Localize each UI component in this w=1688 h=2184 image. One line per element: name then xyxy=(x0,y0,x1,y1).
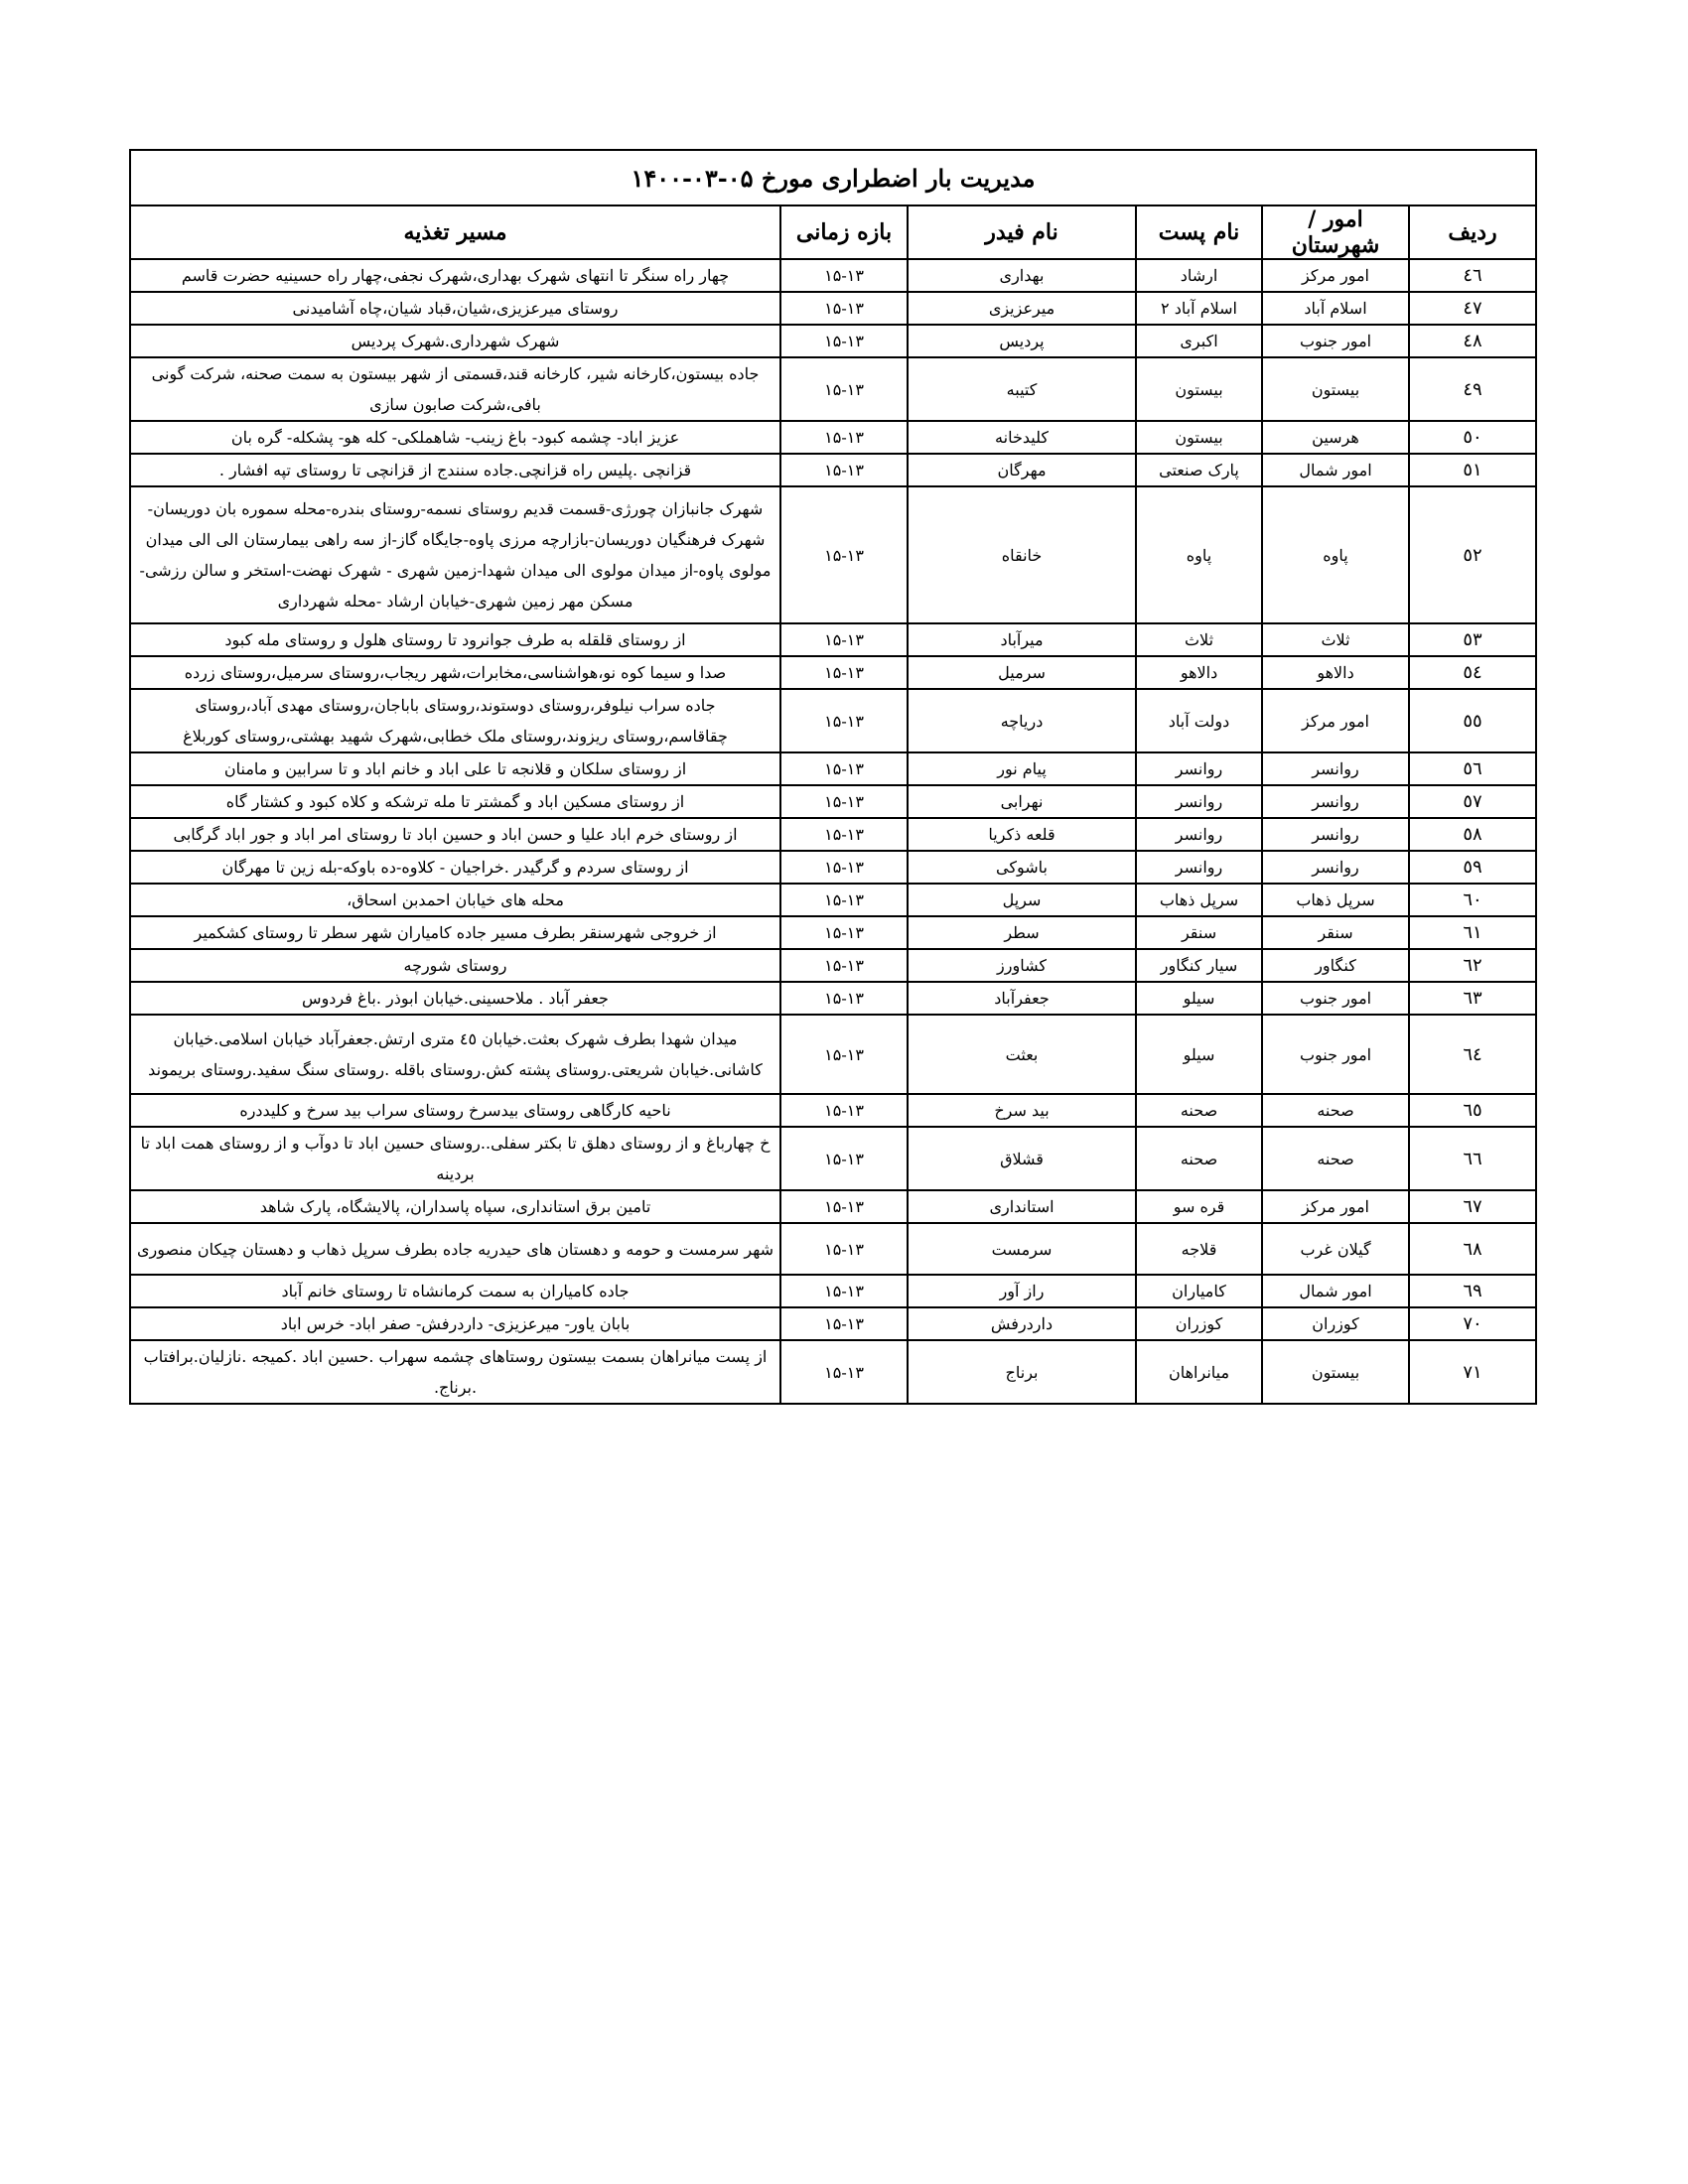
cell-row-number: ٥٠ xyxy=(1409,421,1536,454)
table-row xyxy=(130,818,1536,851)
cell-feeder: برناج xyxy=(908,1340,1136,1404)
cell-district: سرپل ذهاب xyxy=(1262,884,1409,916)
cell-time-range: ۱۵-۱۳ xyxy=(780,818,908,851)
cell-feed-route: میدان شهدا بطرف شهرک بعثت.خیابان ٤٥ متری ارتش.جعفرآباد خیابان اسلامی.خیابان کاشانی.خیابان شریعتی.روستای پشته کش.روستای باقله .روستای سنگ سفید.روستای بریموند xyxy=(130,1015,780,1094)
table-row xyxy=(130,982,1536,1015)
cell-time-range: ۱۵-۱۳ xyxy=(780,982,908,1015)
cell-feeder: کتیبه xyxy=(908,357,1136,421)
cell-district: سنقر xyxy=(1262,916,1409,949)
cell-substation: روانسر xyxy=(1136,752,1262,785)
cell-feeder: میرعزیزی xyxy=(908,292,1136,325)
cell-substation: کامیاران xyxy=(1136,1275,1262,1307)
cell-feed-route: از روستای خرم اباد علیا و حسن اباد و حسین اباد تا روستای امر اباد و جور اباد گرگابی xyxy=(130,818,780,851)
cell-substation: میانراهان xyxy=(1136,1340,1262,1404)
cell-substation: دالاهو xyxy=(1136,656,1262,689)
cell-feed-route: جاده بیستون،کارخانه شیر، کارخانه قند،قسمتی از شهر بیستون به سمت صحنه، شرکت گونی بافی،شرکت صابون سازی xyxy=(130,357,780,421)
cell-feeder: سطر xyxy=(908,916,1136,949)
cell-substation: دولت آباد xyxy=(1136,689,1262,752)
cell-row-number: ٦٤ xyxy=(1409,1015,1536,1094)
cell-row-number: ٥٢ xyxy=(1409,486,1536,623)
cell-feed-route: تامین برق استانداری، سپاه پاسداران، پالایشگاه، پارک شاهد xyxy=(130,1190,780,1223)
cell-row-number: ٦٠ xyxy=(1409,884,1536,916)
table-row xyxy=(130,656,1536,689)
cell-feed-route: جاده کامیاران به سمت کرمانشاه تا روستای خانم آباد xyxy=(130,1275,780,1307)
cell-row-number: ٦٥ xyxy=(1409,1094,1536,1127)
cell-feed-route: جعفر آباد . ملاحسینی.خیابان ابوذر .باغ فردوس xyxy=(130,982,780,1015)
cell-district: پاوه xyxy=(1262,486,1409,623)
cell-substation: ثلاث xyxy=(1136,623,1262,656)
cell-feed-route: از روستای قلقله به طرف جوانرود تا روستای هلول و روستای مله کبود xyxy=(130,623,780,656)
cell-time-range: ۱۵-۱۳ xyxy=(780,1094,908,1127)
cell-time-range: ۱۵-۱۳ xyxy=(780,357,908,421)
cell-substation: اکبری xyxy=(1136,325,1262,357)
table-row xyxy=(130,851,1536,884)
header-substation: نام پست xyxy=(1136,205,1262,259)
cell-feeder: میرآباد xyxy=(908,623,1136,656)
cell-substation: پاوه xyxy=(1136,486,1262,623)
cell-row-number: ٦٨ xyxy=(1409,1223,1536,1275)
cell-feeder: سرمست xyxy=(908,1223,1136,1275)
table-row xyxy=(130,785,1536,818)
cell-feeder: پردیس xyxy=(908,325,1136,357)
table-row xyxy=(130,1340,1536,1404)
table-row xyxy=(130,1094,1536,1127)
cell-substation: اسلام آباد ۲ xyxy=(1136,292,1262,325)
cell-substation: سیلو xyxy=(1136,1015,1262,1094)
table-row xyxy=(130,1015,1536,1094)
cell-district: روانسر xyxy=(1262,752,1409,785)
cell-district: روانسر xyxy=(1262,851,1409,884)
cell-feed-route: شهرک جانبازان چورژی-قسمت قدیم روستای نسمه-روستای بندره-محله سموره بان دوریسان-شهرک فرهنگیان دوریسان-بازارچه مرزی پاوه-جایگاه گاز-از سه راهی بیمارستان الی الی میدان مولوی پاوه-از میدان مولوی الی میدان شهدا-زمین شهری - شهرک نهضت-استخر و سالن رزشی-مسکن مهر زمین شهری-خیابان ارشاد -محله شهرداری xyxy=(130,486,780,623)
cell-substation: صحنه xyxy=(1136,1127,1262,1190)
cell-row-number: ٥٧ xyxy=(1409,785,1536,818)
cell-district: امور جنوب xyxy=(1262,982,1409,1015)
cell-substation: سیار کنگاور xyxy=(1136,949,1262,982)
cell-feed-route: عزیز اباد- چشمه کبود- باغ زینب- شاهملکی- کله هو- پشکله- گره بان xyxy=(130,421,780,454)
cell-substation: صحنه xyxy=(1136,1094,1262,1127)
cell-feeder: بید سرخ xyxy=(908,1094,1136,1127)
table-title: مدیریت بار اضطراری مورخ ۰۵-۰۳-۱۴۰۰ xyxy=(130,150,1536,205)
cell-substation: قلاجه xyxy=(1136,1223,1262,1275)
cell-district: بیستون xyxy=(1262,1340,1409,1404)
cell-feed-route: بابان یاور- میرعزیزی- داردرفش- صفر اباد- خرس اباد xyxy=(130,1307,780,1340)
cell-feeder: قلعه ذکریا xyxy=(908,818,1136,851)
cell-row-number: ٤٩ xyxy=(1409,357,1536,421)
table-row xyxy=(130,421,1536,454)
cell-row-number: ٥٥ xyxy=(1409,689,1536,752)
cell-district: امور مرکز xyxy=(1262,689,1409,752)
cell-row-number: ٥٨ xyxy=(1409,818,1536,851)
cell-row-number: ٧٠ xyxy=(1409,1307,1536,1340)
cell-feeder: دریاچه xyxy=(908,689,1136,752)
table-row xyxy=(130,357,1536,421)
cell-feeder: خانقاه xyxy=(908,486,1136,623)
cell-feed-route: از پست میانراهان بسمت بیستون روستاهای چشمه سهراب .حسین اباد .کمیجه .نازلیان.برافتاب .برناج. xyxy=(130,1340,780,1404)
cell-row-number: ٥٣ xyxy=(1409,623,1536,656)
cell-time-range: ۱۵-۱۳ xyxy=(780,752,908,785)
cell-row-number: ٦٢ xyxy=(1409,949,1536,982)
cell-feeder: کشاورز xyxy=(908,949,1136,982)
cell-district: امور مرکز xyxy=(1262,1190,1409,1223)
table-row xyxy=(130,259,1536,292)
cell-district: دالاهو xyxy=(1262,656,1409,689)
table-row xyxy=(130,292,1536,325)
cell-feed-route: از خروجی شهرسنقر بطرف مسیر جاده کامیاران شهر سطر تا روستای کشکمیر xyxy=(130,916,780,949)
cell-substation: پارک صنعتی xyxy=(1136,454,1262,486)
table-row xyxy=(130,884,1536,916)
cell-time-range: ۱۵-۱۳ xyxy=(780,884,908,916)
cell-feeder: راز آور xyxy=(908,1275,1136,1307)
load-management-table xyxy=(129,149,1537,1405)
cell-time-range: ۱۵-۱۳ xyxy=(780,486,908,623)
cell-row-number: ٤٨ xyxy=(1409,325,1536,357)
cell-row-number: ٥١ xyxy=(1409,454,1536,486)
cell-row-number: ٦٣ xyxy=(1409,982,1536,1015)
cell-feeder: بعثت xyxy=(908,1015,1136,1094)
cell-feeder: مهرگان xyxy=(908,454,1136,486)
cell-feeder: سرپل xyxy=(908,884,1136,916)
cell-feeder: بهداری xyxy=(908,259,1136,292)
cell-district: امور شمال xyxy=(1262,454,1409,486)
cell-time-range: ۱۵-۱۳ xyxy=(780,421,908,454)
cell-time-range: ۱۵-۱۳ xyxy=(780,1307,908,1340)
cell-district: ثلاث xyxy=(1262,623,1409,656)
cell-time-range: ۱۵-۱۳ xyxy=(780,949,908,982)
cell-row-number: ٥٦ xyxy=(1409,752,1536,785)
cell-time-range: ۱۵-۱۳ xyxy=(780,454,908,486)
cell-district: روانسر xyxy=(1262,785,1409,818)
cell-feed-route: محله های خیابان احمدبن اسحاق، xyxy=(130,884,780,916)
cell-time-range: ۱۵-۱۳ xyxy=(780,1190,908,1223)
cell-feed-route: جاده سراب نیلوفر،روستای دوستوند،روستای باباجان،روستای مهدی آباد،روستای چقاقاسم،روستای ریزوند،روستای ملک خطابی،شهرک شهید بهشتی،روستای کوربلاغ xyxy=(130,689,780,752)
cell-row-number: ٤٦ xyxy=(1409,259,1536,292)
cell-substation: بیستون xyxy=(1136,421,1262,454)
cell-time-range: ۱۵-۱۳ xyxy=(780,656,908,689)
cell-feeder: پیام نور xyxy=(908,752,1136,785)
cell-substation: ارشاد xyxy=(1136,259,1262,292)
cell-district: امور جنوب xyxy=(1262,1015,1409,1094)
cell-time-range: ۱۵-۱۳ xyxy=(780,851,908,884)
cell-district: امور شمال xyxy=(1262,1275,1409,1307)
table-row xyxy=(130,486,1536,623)
cell-time-range: ۱۵-۱۳ xyxy=(780,292,908,325)
table-row xyxy=(130,752,1536,785)
cell-feed-route: شهر سرمست و حومه و دهستان های حیدریه جاده بطرف سرپل ذهاب و دهستان چیکان منصوری xyxy=(130,1223,780,1275)
cell-time-range: ۱۵-۱۳ xyxy=(780,1127,908,1190)
cell-time-range: ۱۵-۱۳ xyxy=(780,785,908,818)
cell-row-number: ٦١ xyxy=(1409,916,1536,949)
cell-feeder: قشلاق xyxy=(908,1127,1136,1190)
cell-feed-route: ناحیه کارگاهی روستای بیدسرخ روستای سراب بید سرخ و کلیددره xyxy=(130,1094,780,1127)
cell-feed-route: از روستای مسکین اباد و گمشتر تا مله ترشکه و کلاه کبود و کشتار گاه xyxy=(130,785,780,818)
cell-row-number: ٦٧ xyxy=(1409,1190,1536,1223)
header-time-range: بازه زمانی xyxy=(780,205,908,259)
table-row xyxy=(130,325,1536,357)
cell-district: صحنه xyxy=(1262,1127,1409,1190)
cell-substation: قره سو xyxy=(1136,1190,1262,1223)
cell-time-range: ۱۵-۱۳ xyxy=(780,259,908,292)
header-row-number: ردیف xyxy=(1409,205,1536,259)
cell-row-number: ٦٩ xyxy=(1409,1275,1536,1307)
cell-substation: روانسر xyxy=(1136,851,1262,884)
cell-substation: روانسر xyxy=(1136,785,1262,818)
cell-time-range: ۱۵-۱۳ xyxy=(780,1275,908,1307)
cell-time-range: ۱۵-۱۳ xyxy=(780,623,908,656)
cell-feeder: سرمیل xyxy=(908,656,1136,689)
cell-row-number: ٧١ xyxy=(1409,1340,1536,1404)
table-row xyxy=(130,1127,1536,1190)
cell-feeder: داردرفش xyxy=(908,1307,1136,1340)
table-row xyxy=(130,916,1536,949)
cell-substation: سرپل ذهاب xyxy=(1136,884,1262,916)
table-row xyxy=(130,1307,1536,1340)
cell-district: گیلان غرب xyxy=(1262,1223,1409,1275)
cell-feeder: باشوکی xyxy=(908,851,1136,884)
cell-feed-route: صدا و سیما کوه نو،هواشناسی،مخابرات،شهر ریجاب،روستای سرمیل،روستای زرده xyxy=(130,656,780,689)
cell-feed-route: از روستای سلکان و قلانجه تا علی اباد و خانم اباد و تا سرابین و مامنان xyxy=(130,752,780,785)
cell-district: روانسر xyxy=(1262,818,1409,851)
cell-district: هرسین xyxy=(1262,421,1409,454)
cell-substation: روانسر xyxy=(1136,818,1262,851)
cell-district: بیستون xyxy=(1262,357,1409,421)
cell-time-range: ۱۵-۱۳ xyxy=(780,689,908,752)
cell-time-range: ۱۵-۱۳ xyxy=(780,1223,908,1275)
table-row xyxy=(130,454,1536,486)
cell-row-number: ٥٩ xyxy=(1409,851,1536,884)
cell-district: امور مرکز xyxy=(1262,259,1409,292)
cell-row-number: ٤٧ xyxy=(1409,292,1536,325)
cell-time-range: ۱۵-۱۳ xyxy=(780,1340,908,1404)
cell-feed-route: قزانچی .پلیس راه قزانچی.جاده سنندج از قزانچی تا روستای تپه افشار . xyxy=(130,454,780,486)
table-row xyxy=(130,949,1536,982)
cell-district: کوزران xyxy=(1262,1307,1409,1340)
cell-district: اسلام آباد xyxy=(1262,292,1409,325)
table-row xyxy=(130,689,1536,752)
cell-feeder: جعفرآباد xyxy=(908,982,1136,1015)
cell-district: کنگاور xyxy=(1262,949,1409,982)
table-row xyxy=(130,1275,1536,1307)
cell-feeder: استانداری xyxy=(908,1190,1136,1223)
cell-feed-route: چهار راه سنگر تا انتهای شهرک بهداری،شهرک نجفی،چهار راه حسینیه حضرت قاسم xyxy=(130,259,780,292)
cell-feed-route: خ چهارباغ و از روستای دهلق تا بکتر سفلی..روستای حسین اباد تا دوآب و از روستای همت اباد تا بردینه xyxy=(130,1127,780,1190)
cell-row-number: ٦٦ xyxy=(1409,1127,1536,1190)
header-feeder: نام فیدر xyxy=(908,205,1136,259)
cell-substation: سیلو xyxy=(1136,982,1262,1015)
table-row xyxy=(130,1223,1536,1275)
cell-feed-route: شهرک شهرداری.شهرک پردیس xyxy=(130,325,780,357)
cell-feeder: کلیدخانه xyxy=(908,421,1136,454)
cell-feed-route: روستای میرعزیزی،شیان،قباد شیان،چاه آشامیدنی xyxy=(130,292,780,325)
table-row xyxy=(130,623,1536,656)
cell-time-range: ۱۵-۱۳ xyxy=(780,916,908,949)
cell-time-range: ۱۵-۱۳ xyxy=(780,1015,908,1094)
cell-feed-route: از روستای سردم و گرگیدر .خراجیان - کلاوه-ده باوکه-بله زین تا مهرگان xyxy=(130,851,780,884)
cell-feed-route: روستای شورچه xyxy=(130,949,780,982)
header-district: امور / شهرستان xyxy=(1262,205,1409,259)
cell-district: امور جنوب xyxy=(1262,325,1409,357)
cell-substation: سنقر xyxy=(1136,916,1262,949)
document-sheet xyxy=(129,149,1535,1405)
cell-district: صحنه xyxy=(1262,1094,1409,1127)
table-body xyxy=(130,259,1536,1404)
cell-feeder: نهرابی xyxy=(908,785,1136,818)
table-row xyxy=(130,1190,1536,1223)
cell-row-number: ٥٤ xyxy=(1409,656,1536,689)
cell-time-range: ۱۵-۱۳ xyxy=(780,325,908,357)
cell-substation: کوزران xyxy=(1136,1307,1262,1340)
header-feed-route: مسیر تغذیه xyxy=(130,205,780,259)
cell-substation: بیستون xyxy=(1136,357,1262,421)
